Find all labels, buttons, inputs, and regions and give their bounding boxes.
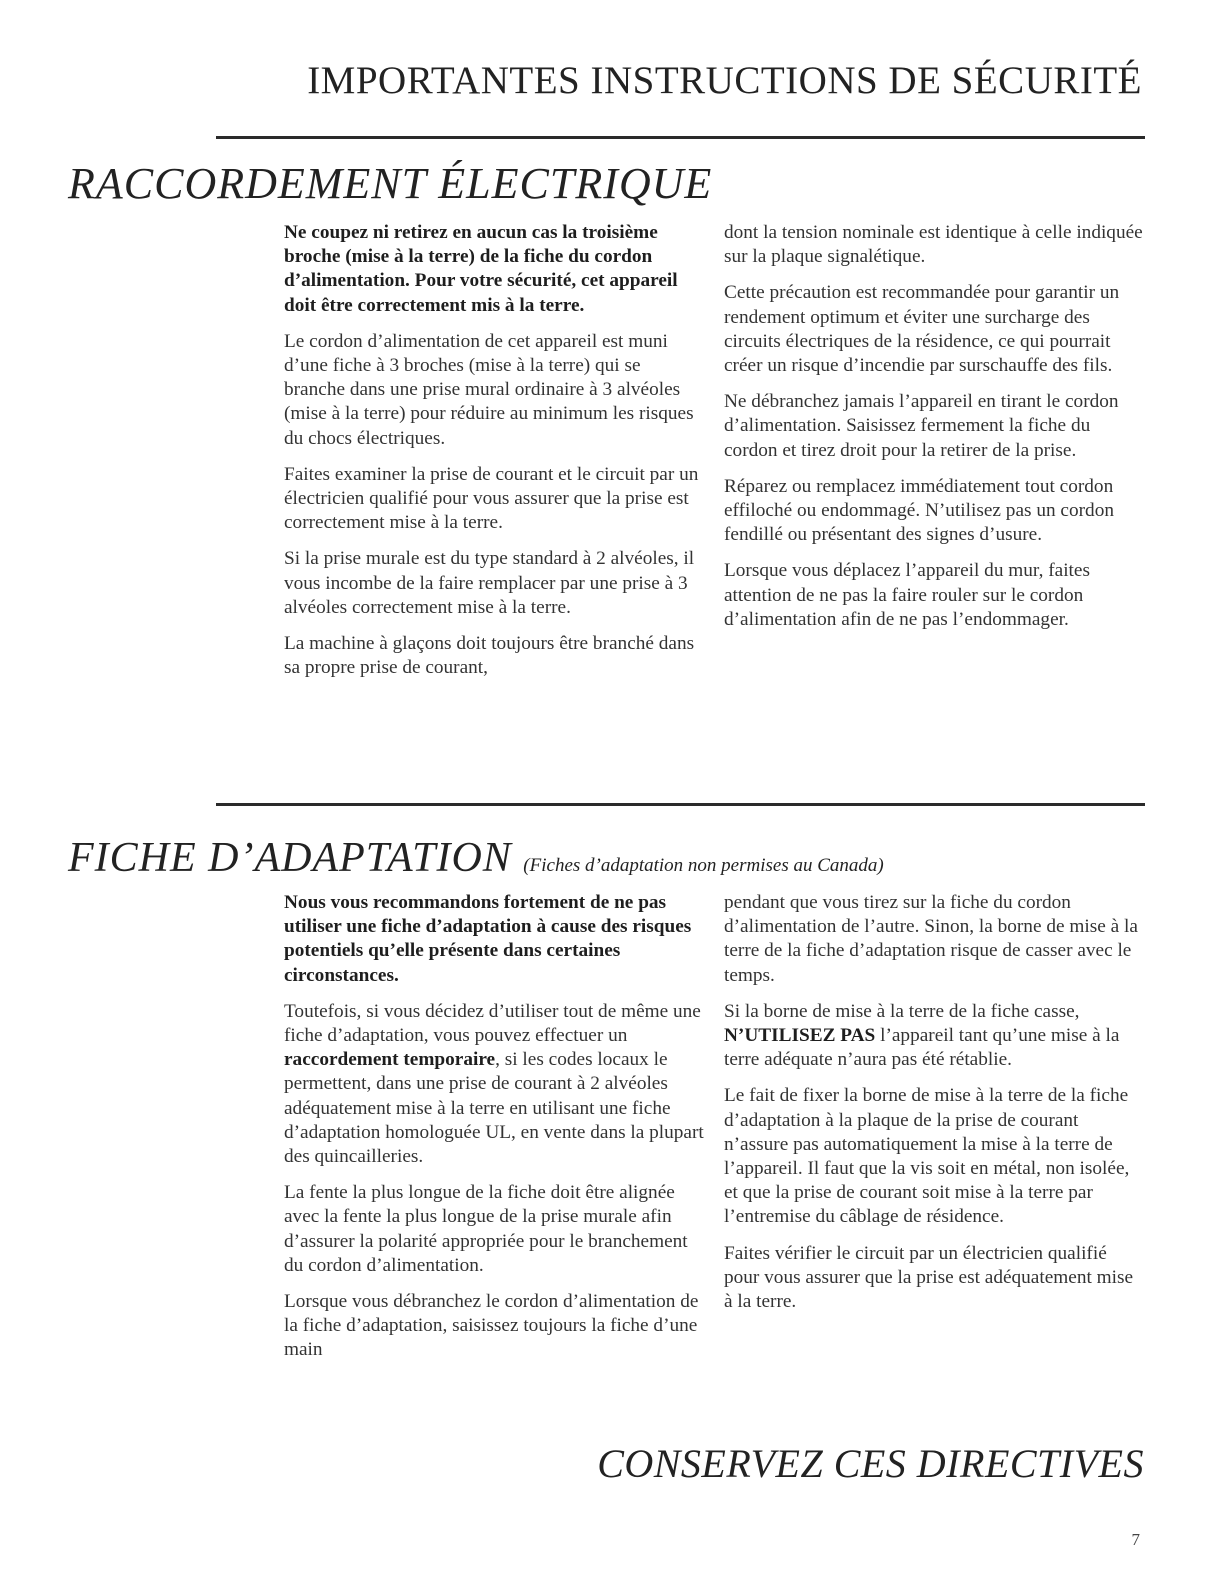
paragraph: Réparez ou remplacez immédiatement tout cordon effiloché ou endommagé. N’utilisez pas un cordon fendillé ou présentant des signes d’usure. xyxy=(724,475,1114,546)
paragraph: Lorsque vous débranchez le cordon d’alimentation de la fiche d’adaptation, saisissez toujours la fiche d’une main xyxy=(284,1291,699,1361)
paragraph xyxy=(284,1000,704,1169)
emphasis-do-not-use: N’UTILISEZ PAS xyxy=(724,1025,876,1047)
electrical-left-column xyxy=(284,221,704,692)
adapter-left-column xyxy=(284,891,704,1375)
adapter-heading-text: FICHE D’ADAPTATION xyxy=(68,835,512,881)
adapter-right-column xyxy=(724,891,1144,1326)
text-run: Si la borne de mise à la terre de la fiche casse, xyxy=(724,1000,1080,1022)
adapter-subheading: (Fiches d’adaptation non permises au Canada) xyxy=(523,855,884,876)
paragraph: Lorsque vous déplacez l’appareil du mur, faites attention de ne pas la faire rouler sur le cordon d’alimentation afin de ne pas l’endommager. xyxy=(724,560,1090,630)
paragraph: Faites vérifier le circuit par un électricien qualifié pour vous assurer que la prise est adéquatement mise à la terre. xyxy=(724,1242,1134,1313)
paragraph: dont la tension nominale est identique à celle indiquée sur la plaque signalétique. xyxy=(724,222,1143,268)
paragraph: Faites examiner la prise de courant et le circuit par un électricien qualifié pour vous assurer que la prise est correctement mise à la terre. xyxy=(284,463,699,534)
section-heading-electrical: RACCORDEMENT ÉLECTRIQUE xyxy=(68,159,713,208)
paragraph: Le cordon d’alimentation de cet appareil est muni d’une fiche à 3 broches (mise à la terre) qui se branche dans une prise mural ordinaire à 3 alvéoles (mise à la terre) pour réduire au minimum les risques du chocs électriques. xyxy=(284,330,694,449)
paragraph: La fente la plus longue de la fiche doit être alignée avec la fente la plus longue de la prise murale afin d’assurer la polarité appropriée pour le branchement du cordon d’alimentation. xyxy=(284,1182,688,1276)
electrical-right-column xyxy=(724,221,1144,644)
text-run: l’appareil tant qu’une mise à la terre adéquate n’aura pas été rétablie. xyxy=(724,1025,1120,1071)
paragraph: Cette précaution est recommandée pour garantir un rendement optimum et éviter une surcharge des circuits électriques de la résidence, ce qui pourrait créer un risque d’incendie par surschauffe des fils. xyxy=(724,282,1120,377)
section-divider xyxy=(216,803,1145,806)
paragraph: Le fait de fixer la borne de mise à la terre de la fiche d’adaptation à la plaque de la prise de courant n’assure pas automatiquement la mise à la terre de l’appareil. Il faut que la vis soit en métal, non isolée, et que la prise de courant soit mise à la terre par l’entremise du câblage de résidence. xyxy=(724,1085,1130,1228)
paragraph xyxy=(724,1000,1144,1073)
paragraph: La machine à glaçons doit toujours être branché dans sa propre prise de courant, xyxy=(284,633,695,679)
page-title: IMPORTANTES INSTRUCTIONS DE SÉCURITÉ xyxy=(307,59,1142,102)
paragraph: pendant que vous tirez sur la fiche du cordon d’alimentation de l’autre. Sinon, la borne de mise à la terre de la fiche d’adaptation risque de casser avec le temps. xyxy=(724,892,1138,986)
paragraph: Si la prise murale est du type standard à 2 alvéoles, il vous incombe de la faire remplacer par une prise à 3 alvéoles correctement mise à la terre. xyxy=(284,548,695,618)
section-divider xyxy=(216,136,1145,139)
footer-title: CONSERVEZ CES DIRECTIVES xyxy=(597,1441,1144,1486)
emphasis-temporary-connection: raccordement temporaire xyxy=(284,1049,496,1071)
adapter-warning: Nous vous recommandons fortement de ne pas utiliser une fiche d’adaptation à cause des risques potentiels qu’elle présente dans certaines circonstances. xyxy=(284,892,692,986)
text-run: Toutefois, si vous décidez d’utiliser tout de même une fiche d’adaptation, vous pouvez effectuer un xyxy=(284,1000,701,1047)
page-number: 7 xyxy=(1131,1530,1140,1549)
section-heading-adapter xyxy=(68,834,884,882)
electrical-warning: Ne coupez ni retirez en aucun cas la troisième broche (mise à la terre) de la fiche du cordon d’alimentation. Pour votre sécurité, cet appareil doit être correctement mis à la terre. xyxy=(284,222,678,316)
text-run: , si les codes locaux le permettent, dans une prise de courant à 2 alvéoles adéquatement mise à la terre en utilisant une fiche d’adaptation homologuée UL, en vente dans la plupart des quincailleries. xyxy=(284,1049,704,1168)
paragraph: Ne débranchez jamais l’appareil en tirant le cordon d’alimentation. Saisissez fermement la fiche du cordon et tirez droit pour la retirer de la prise. xyxy=(724,391,1119,461)
